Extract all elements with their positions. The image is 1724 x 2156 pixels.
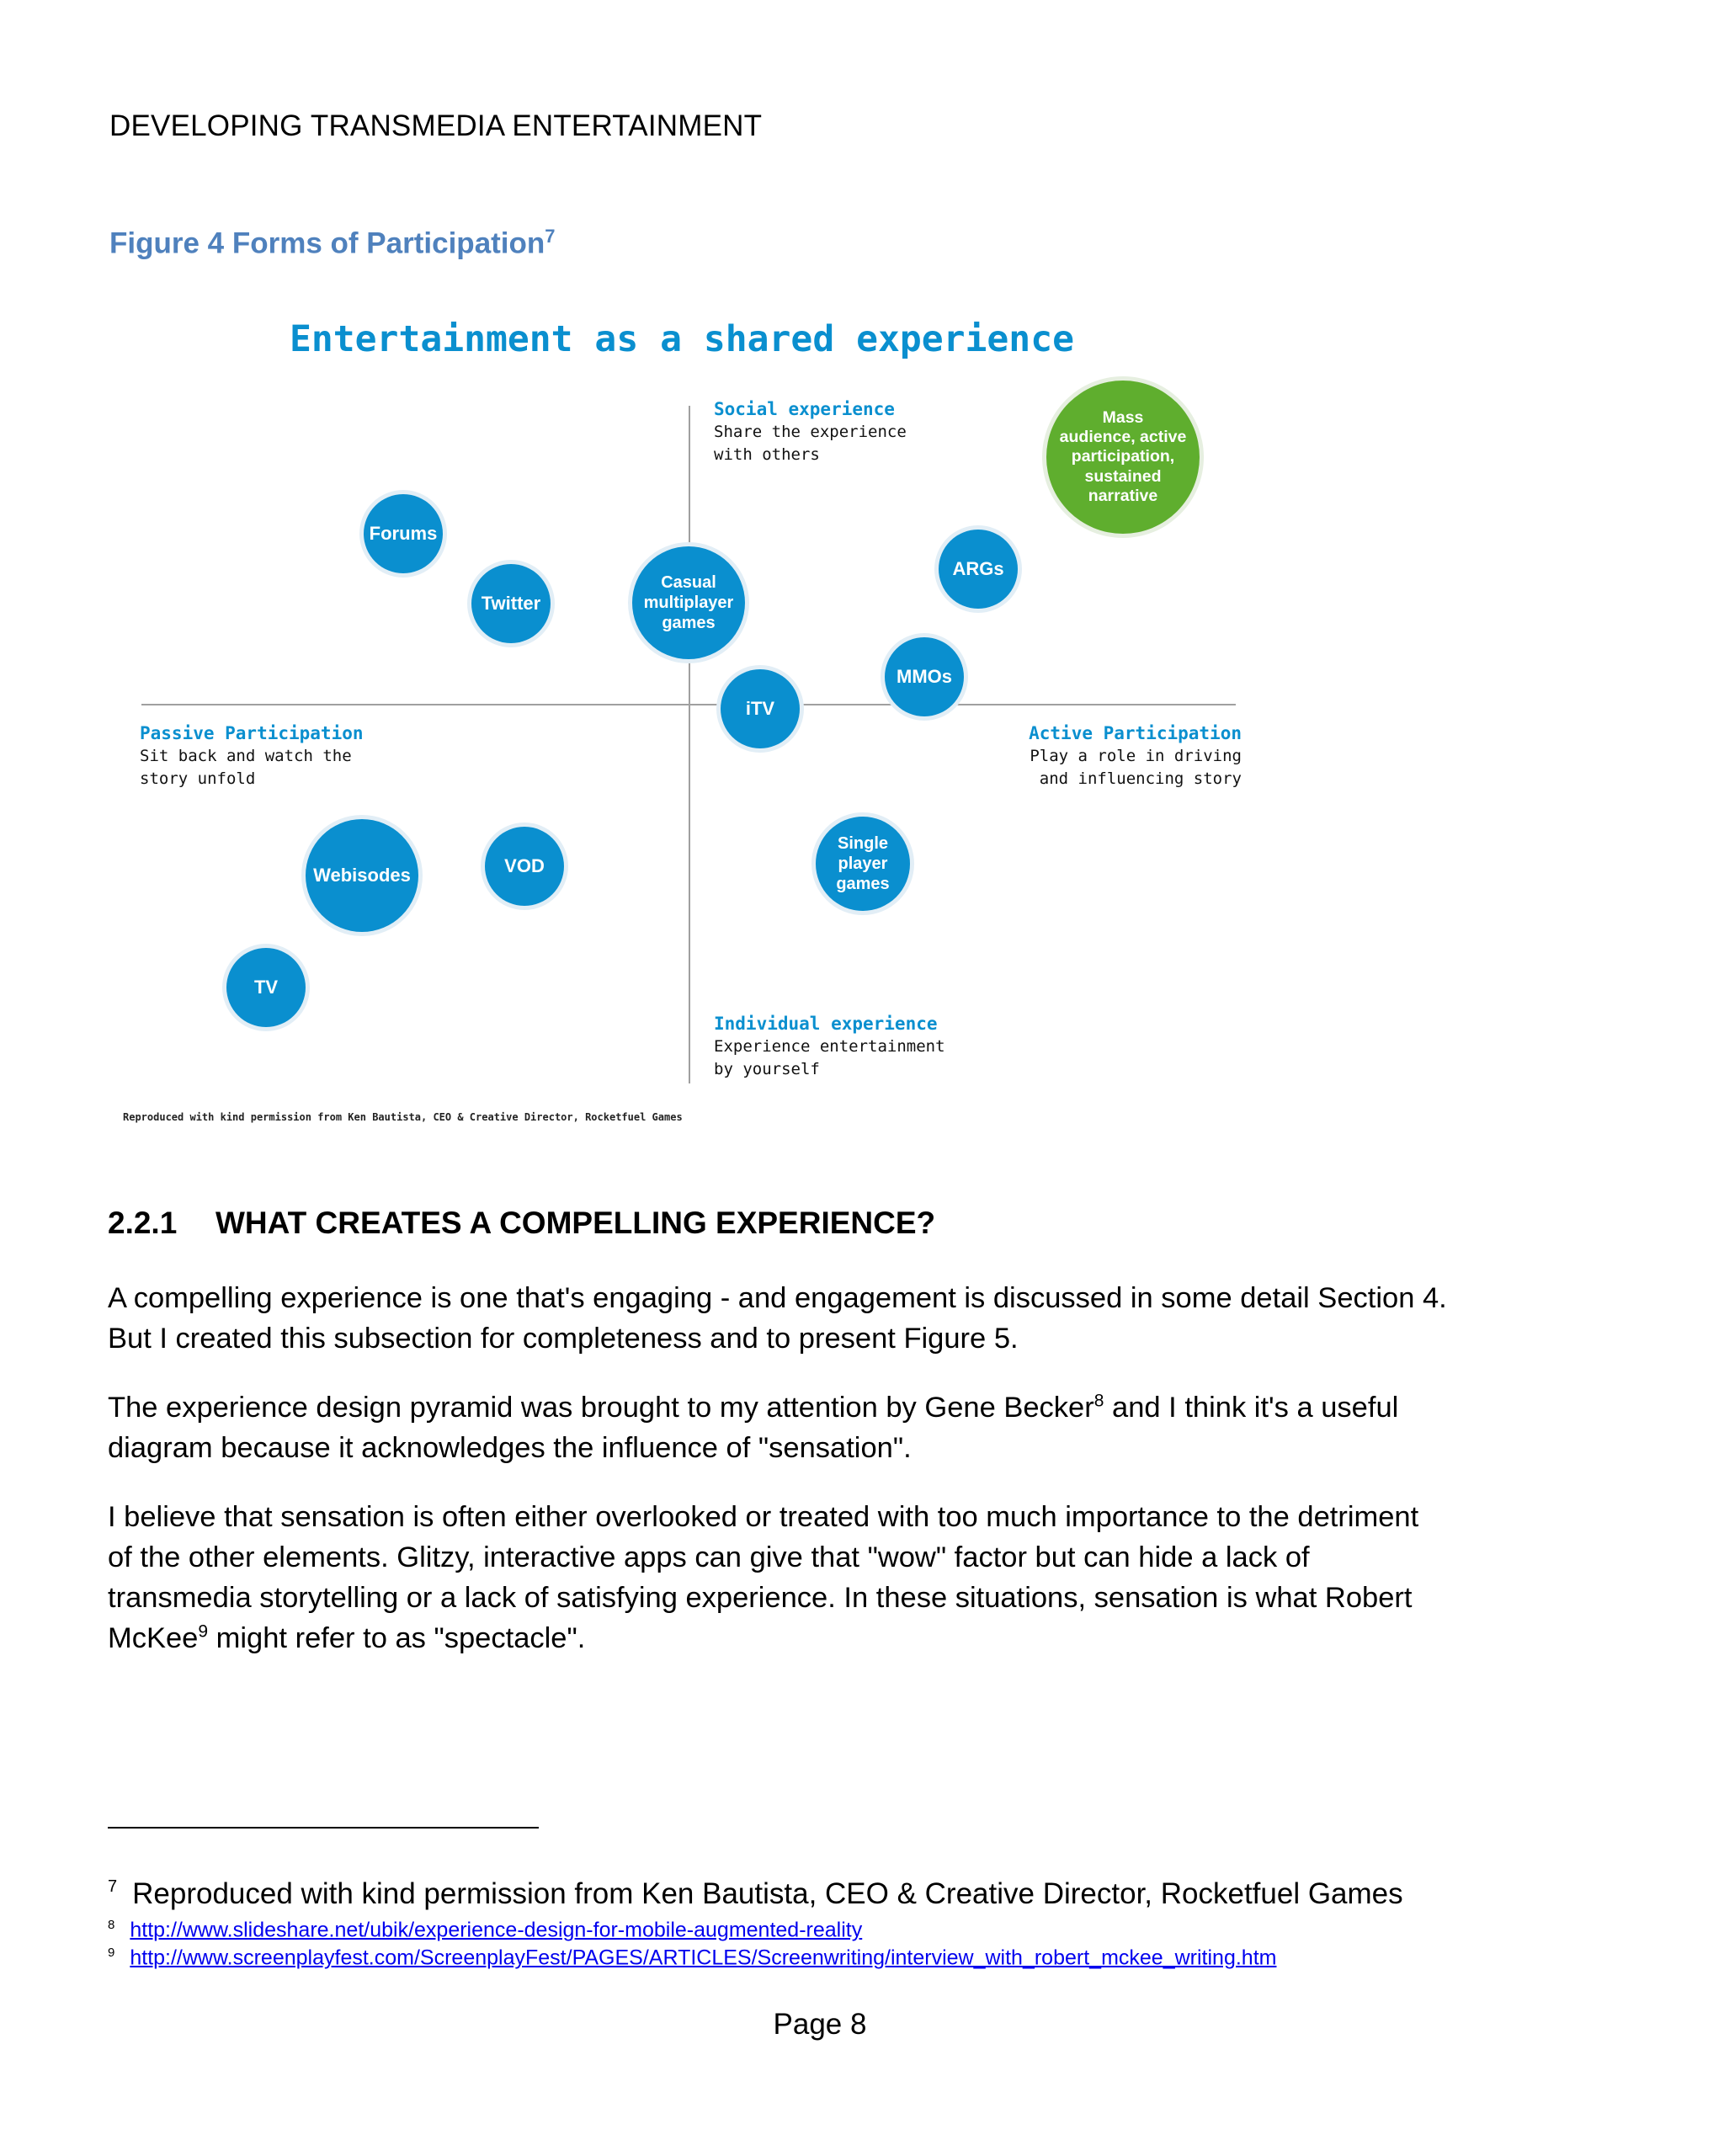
page-number: Page 8 [773,2008,867,2041]
active-heading: Active Participation [1029,723,1242,743]
bubble-mmos [885,637,964,716]
casual-line-1: Casual [661,573,716,592]
quadrant-label-active [985,722,1242,791]
footnote-7-number: 7 [108,1877,118,1896]
figure-caption [109,226,556,261]
vertical-axis [689,406,690,1083]
passive-line-1: Sit back and watch the [140,747,352,765]
single-line-2: player [838,854,888,873]
mass-line-2: audience, active [1059,427,1187,446]
quadrant-label-passive [140,722,364,791]
paragraph-3 [108,1497,1539,1658]
mass-line-5: narrative [1088,487,1158,506]
casual-line-2: multiplayer [643,594,734,612]
paragraph-2-text-a: The experience design pyramid was brought to my attention by Gene Becker [108,1392,1094,1424]
footnote-ref-9[interactable]: 9 [198,1621,209,1642]
footnote-8 [108,1918,862,1942]
paragraph-1 [108,1278,1539,1359]
figure-credit: Reproduced with kind permission from Ken Bautista, CEO & Creative Director, Rocketfuel Games [123,1111,683,1123]
bubble-mmos-label: MMOs [897,665,952,687]
quadrant-label-social [714,398,907,466]
footnote-8-number: 8 [108,1918,115,1932]
bubble-twitter-label: Twitter [481,592,541,614]
paragraph-2 [108,1387,1539,1468]
paragraph-1-line-2: But I created this subsection for completeness and to present Figure 5. [108,1323,1019,1355]
paragraph-2-line-1 [108,1387,1539,1428]
bubble-itv-label: iTV [745,697,775,719]
paragraph-2-line-2: diagram because it acknowledges the influence of "sensation". [108,1432,912,1464]
paragraph-3-line-4 [108,1618,1539,1658]
single-line-1: Single [837,834,888,853]
quadrant-label-individual [714,1013,945,1081]
footnote-7 [108,1877,1403,1911]
paragraph-3-line-3: transmedia storytelling or a lack of satisfying experience. In these situations, sensation is what Robert [108,1582,1413,1614]
bubble-casual-multiplayer-games [632,546,745,659]
paragraph-1-line-1: A compelling experience is one that's engaging - and engagement is discussed in some detail Section 4. [108,1282,1447,1314]
running-header: DEVELOPING TRANSMEDIA ENTERTAINMENT [109,109,763,142]
bubble-args [939,530,1018,609]
bubble-twitter [471,564,551,643]
mass-line-1: Mass [1102,407,1144,427]
passive-line-2: story unfold [140,769,256,788]
figure-caption-footnote-ref[interactable]: 7 [545,226,556,247]
footnote-9 [108,1946,1276,1970]
active-line-2: and influencing story [1039,769,1242,788]
section-number: 2.2.1 [108,1206,178,1240]
bubble-webisodes [306,819,418,932]
bubble-single-player-games [816,817,910,911]
passive-heading: Passive Participation [140,723,364,743]
single-line-3: games [836,875,890,893]
bubble-webisodes-label: Webisodes [313,864,411,886]
bubble-args-label: ARGs [952,557,1004,579]
section-title: WHAT CREATES A COMPELLING EXPERIENCE? [216,1206,936,1240]
figure-caption-text: Figure 4 Forms of Participation [109,226,545,260]
footnote-9-number: 9 [108,1946,115,1960]
social-line-2: with others [714,445,820,464]
footnote-separator [108,1827,539,1829]
casual-line-3: games [662,614,716,632]
section-heading [108,1206,935,1241]
bubble-forums [364,494,443,573]
bubble-forums-label: Forums [369,522,438,544]
social-heading: Social experience [714,399,895,419]
bubble-itv [721,669,800,748]
bubble-vod-label: VOD [504,854,545,876]
individual-line-2: by yourself [714,1060,820,1078]
paragraph-3-line-2: of the other elements. Glitzy, interactive apps can give that "wow" factor but can hide a lack of [108,1541,1310,1573]
diagram-title: Entertainment as a shared experience [290,318,1074,360]
active-line-1: Play a role in driving [1030,747,1242,765]
individual-line-1: Experience entertainment [714,1037,945,1056]
bubble-mass-audience [1046,381,1200,534]
footnote-7-text: Reproduced with kind permission from Ken Bautista, CEO & Creative Director, Rocketfuel Games [132,1877,1403,1910]
mass-line-4: sustained [1084,466,1162,486]
footnote-9-link[interactable]: http://www.screenplayfest.com/ScreenplayFest/PAGES/ARTICLES/Screenwriting/interview_with_robert_mckee_writing.htm [130,1946,1277,1970]
footnote-8-link[interactable]: http://www.slideshare.net/ubik/experience-design-for-mobile-augmented-reality [130,1918,863,1942]
paragraph-2-text-b: and I think it's a useful [1104,1392,1399,1424]
paragraph-3-text-a: McKee [108,1622,199,1654]
bubble-tv-label: TV [253,976,279,998]
bubble-tv [226,948,306,1027]
individual-heading: Individual experience [714,1014,938,1034]
paragraph-3-line-1: I believe that sensation is often either overlooked or treated with too much importance to the detriment [108,1501,1419,1533]
participation-diagram [118,303,1246,1137]
mass-line-3: participation, [1071,447,1175,466]
footnote-ref-8[interactable]: 8 [1093,1391,1104,1411]
bubble-vod [485,827,564,906]
social-line-1: Share the experience [714,423,907,441]
paragraph-3-text-b: might refer to as "spectacle". [208,1622,586,1654]
